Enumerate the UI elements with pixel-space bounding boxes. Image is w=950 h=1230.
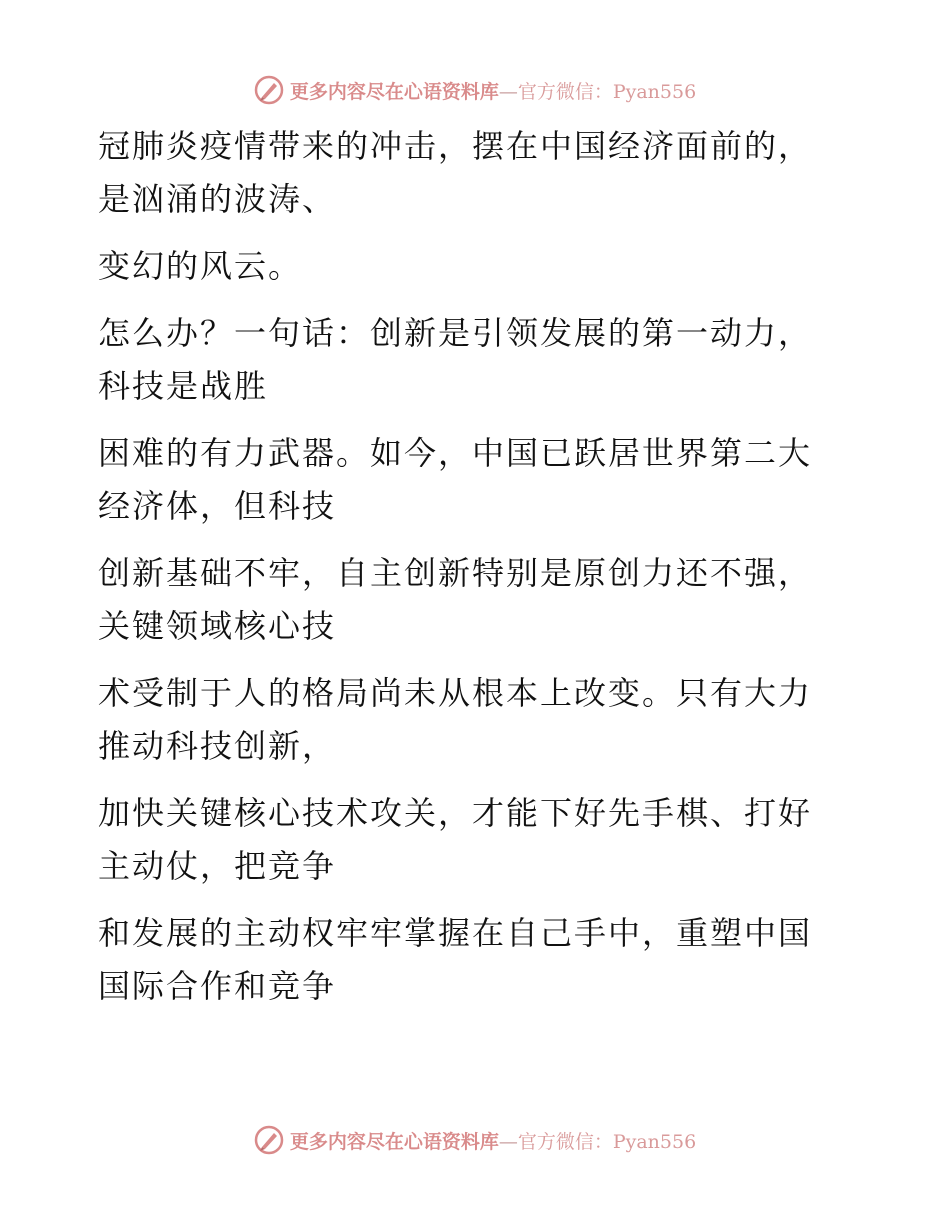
paragraph	[98, 667, 838, 773]
text-line: 关键领域核心技	[98, 607, 337, 645]
paragraph	[98, 240, 838, 293]
watermark-brand: 更多内容尽在心语资料库	[289, 1130, 499, 1153]
text-line: 推动科技创新，	[98, 727, 337, 765]
text-line: 主动仗，把竞争	[98, 847, 337, 885]
paragraph	[98, 427, 838, 533]
text-line: 术受制于人的格局尚未从根本上改变。只有大力	[98, 674, 813, 712]
pen-logo-icon	[254, 75, 284, 105]
watermark-text	[290, 1127, 696, 1154]
text-line: 怎么办？一句话：创新是引领发展的第一动力，	[98, 314, 813, 352]
paragraph	[98, 120, 838, 226]
watermark-separator: —	[498, 80, 518, 103]
text-line: 困难的有力武器。如今，中国已跃居世界第二大	[98, 434, 813, 472]
watermark-text	[290, 77, 696, 104]
text-line: 加快关键核心技术攻关，才能下好先手棋、打好	[98, 794, 813, 832]
paragraph	[98, 907, 838, 1013]
paragraph	[98, 307, 838, 413]
header-watermark	[0, 70, 950, 110]
text-line: 创新基础不牢，自主创新特别是原创力还不强，	[98, 554, 813, 592]
watermark-brand: 更多内容尽在心语资料库	[289, 80, 499, 103]
watermark-wechat: 官方微信：Pyan556	[517, 80, 697, 103]
watermark-separator: —	[498, 1130, 518, 1153]
text-line: 国际合作和竞争	[98, 967, 337, 1005]
footer-watermark	[0, 1120, 950, 1160]
paragraph	[98, 547, 838, 653]
text-line: 经济体，但科技	[98, 487, 337, 525]
text-line: 是汹涌的波涛、	[98, 180, 337, 218]
text-line: 和发展的主动权牢牢掌握在自己手中，重塑中国	[98, 914, 813, 952]
pen-logo-icon	[254, 1125, 284, 1155]
paragraph	[98, 787, 838, 893]
text-line: 科技是战胜	[98, 367, 269, 405]
watermark-wechat: 官方微信：Pyan556	[517, 1130, 697, 1153]
text-line: 冠肺炎疫情带来的冲击，摆在中国经济面前的，	[98, 127, 813, 165]
document-body	[98, 120, 838, 1027]
text-line: 变幻的风云。	[98, 247, 303, 285]
